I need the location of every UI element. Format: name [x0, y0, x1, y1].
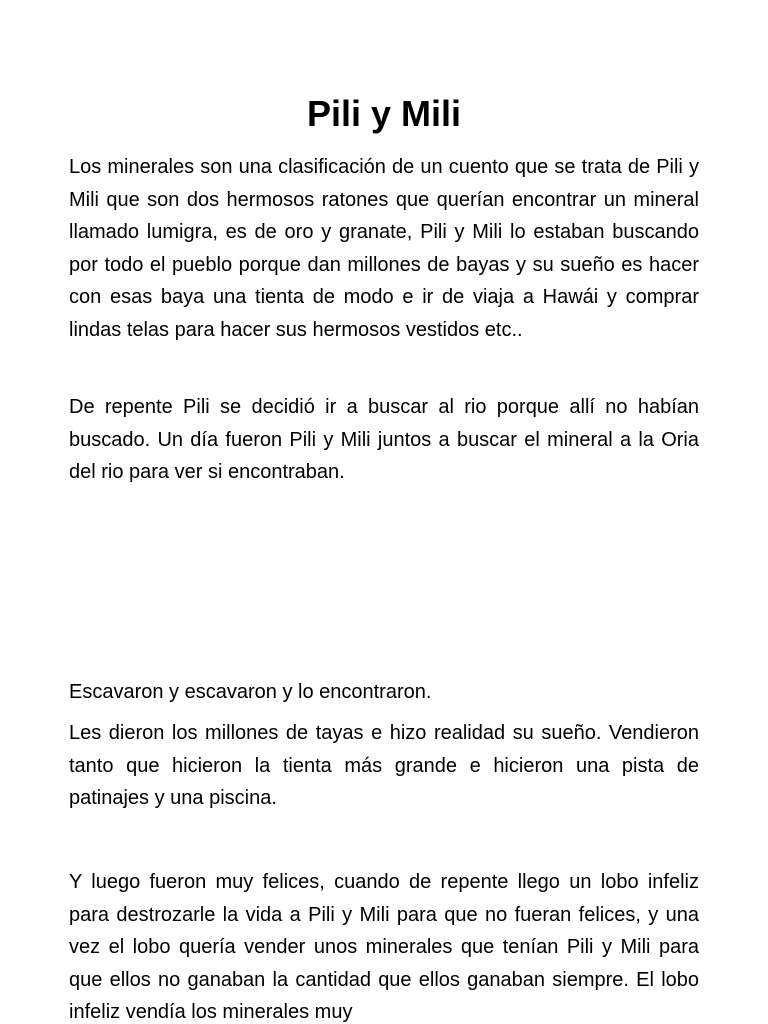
paragraph-intro: Los minerales son una clasificación de un cuento que se trata de Pili y Mili que son dos hermosos ratones que querían encontrar un mineral llamado lumigra, es de oro y granate, Pili y Mili lo estaban buscando por todo el pueblo porque dan millones de bayas y su sueño es hacer con esas baya una tienta de modo e ir de viaja a Hawái y comprar lindas telas para hacer sus hermosos vestidos etc.. — [69, 156, 699, 341]
document-title: Pili y Mili — [306, 93, 462, 134]
paragraph-wolf: Y luego fueron muy felices, cuando de repente llego un lobo infeliz para destrozarle la vida a Pili y Mili para que no fueran felices, y una vez el lobo quería vender unos minerales que tenían Pili y Mili para que ellos no ganaban la cantidad que ellos ganaban siempre. El lobo infeliz vendía los minerales muy — [69, 871, 699, 1023]
paragraph-found: Escavaron y escavaron y lo encontraron. — [69, 681, 432, 703]
paragraph-river-search: De repente Pili se decidió ir a buscar al rio porque allí no habían buscado. Un día fueron Pili y Mili juntos a buscar el mineral a la Oria del rio para ver si encontraban. — [69, 396, 699, 483]
paragraph-dream-realized: Les dieron los millones de tayas e hizo realidad su sueño. Vendieron tanto que hicieron la tienta más grande e hicieron una pista de patinajes y una piscina. — [69, 722, 699, 809]
